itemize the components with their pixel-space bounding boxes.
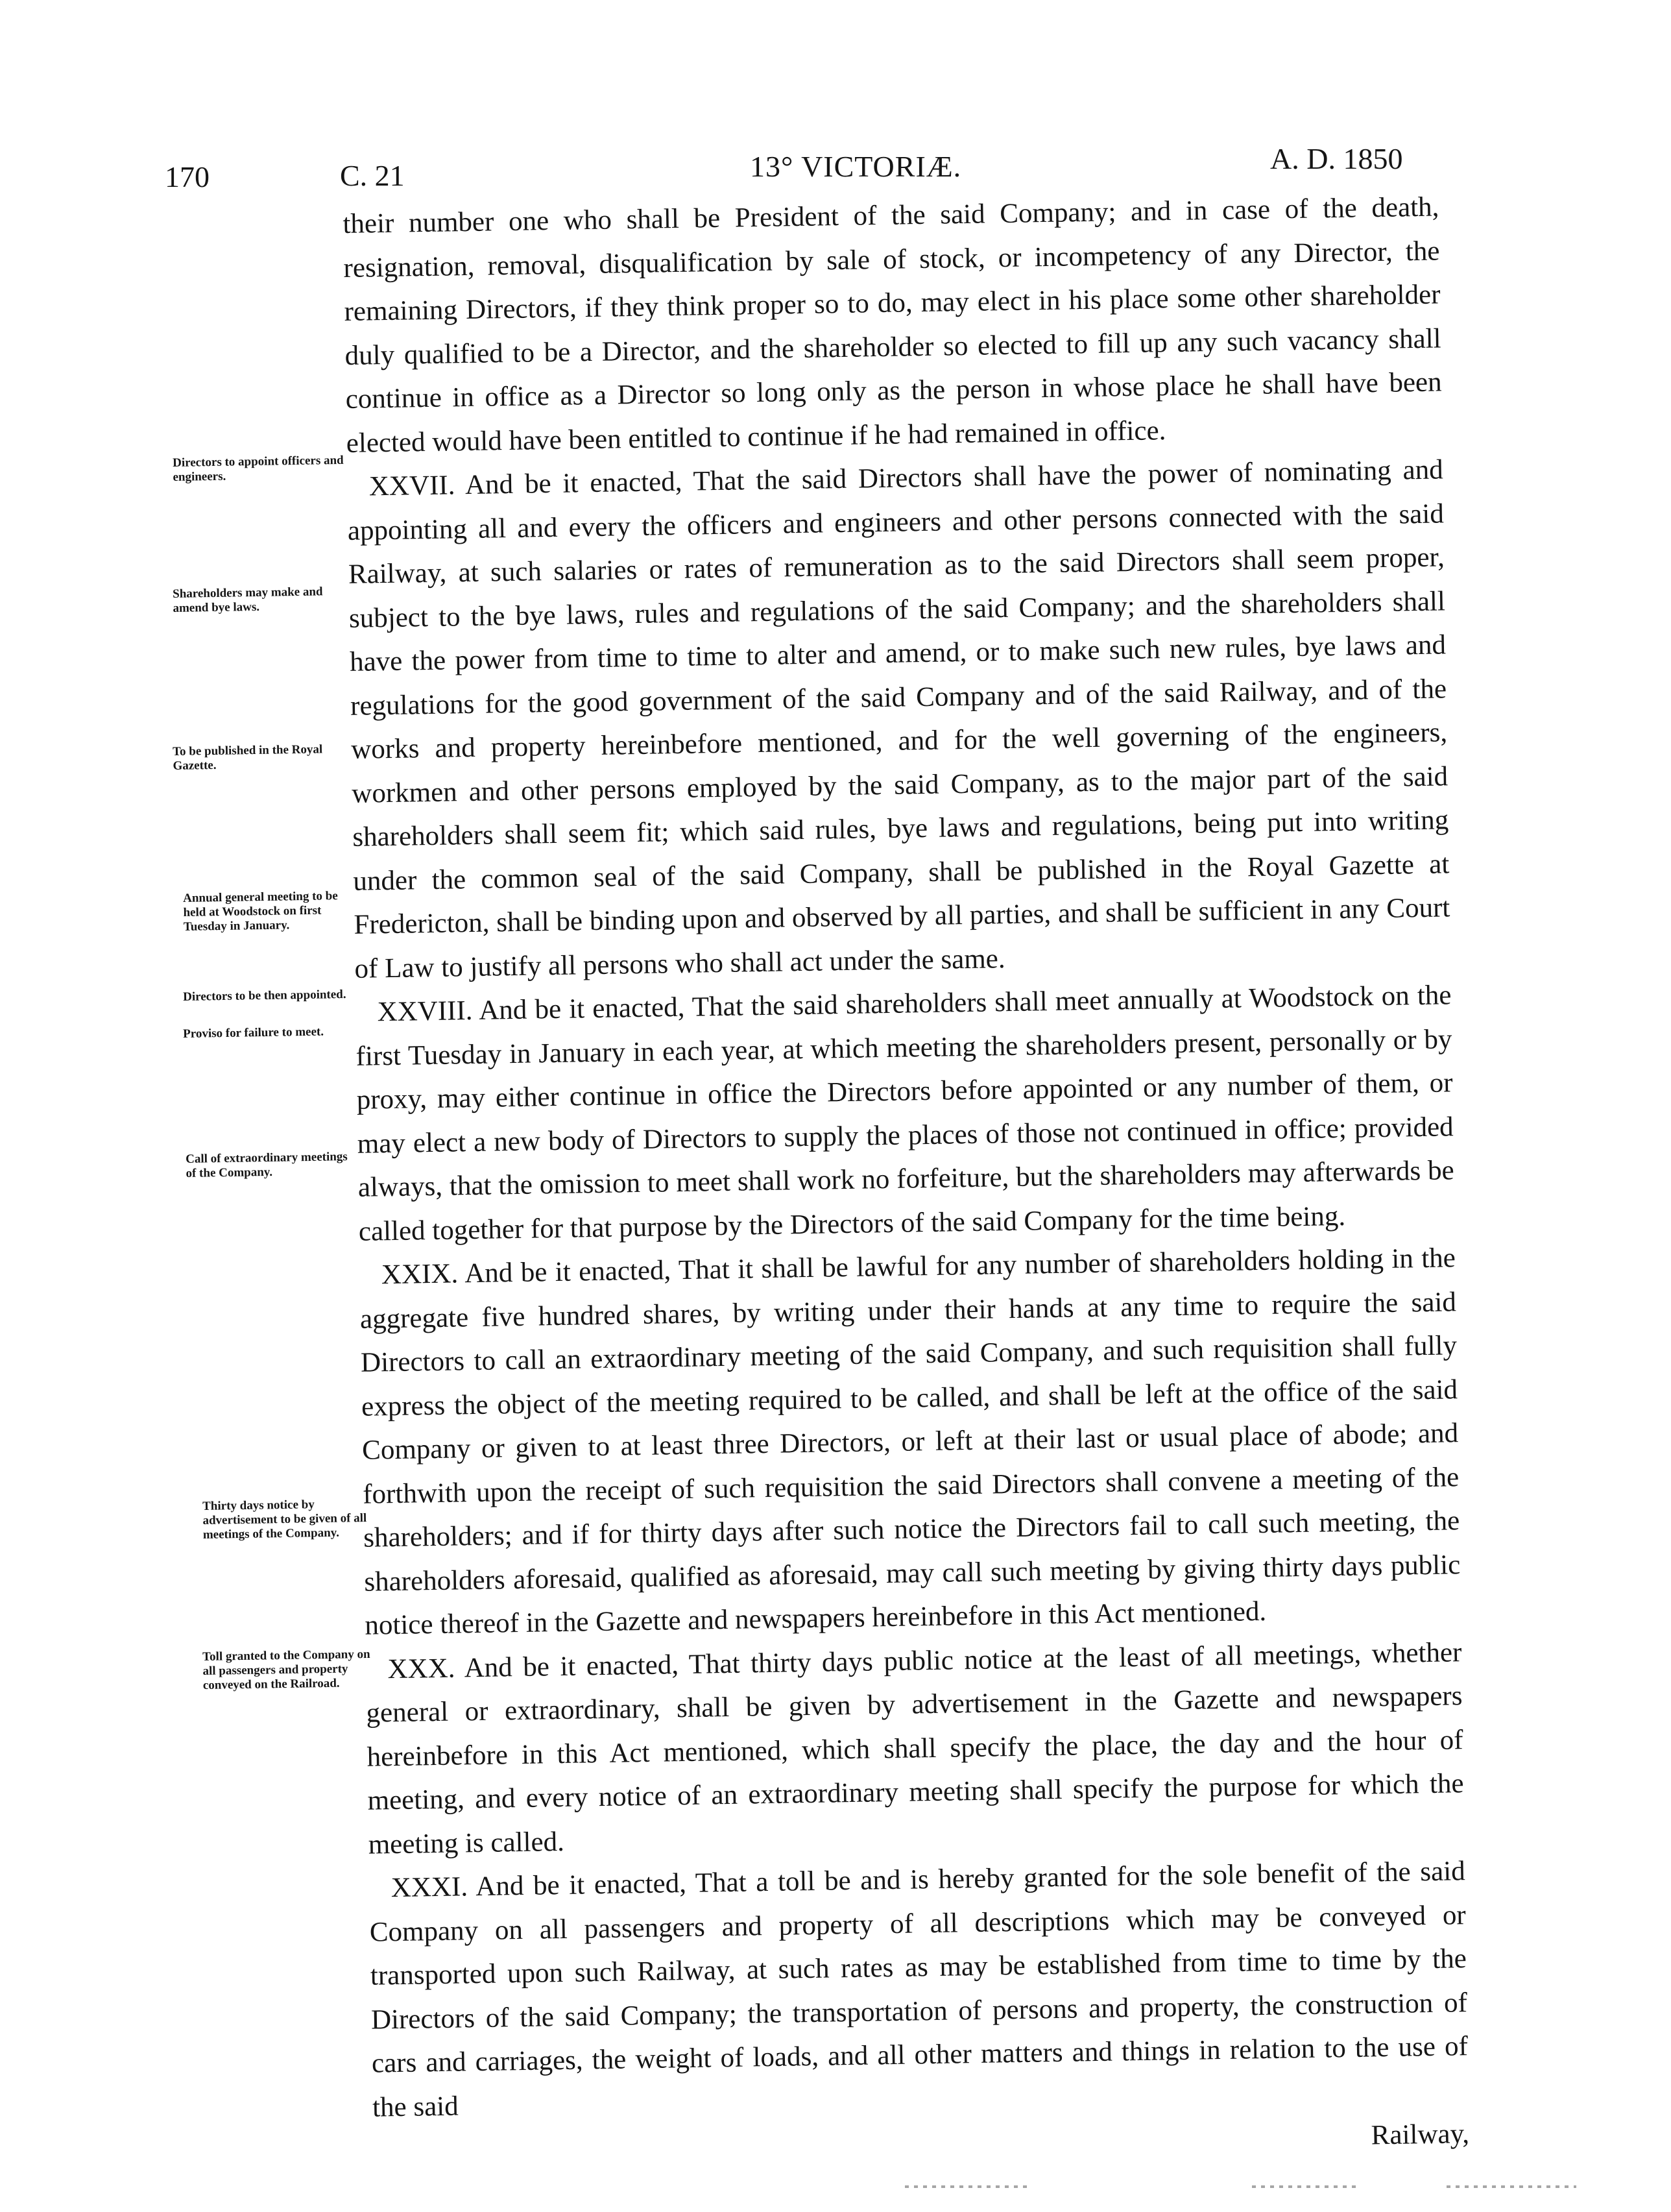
margin-note: Shareholders may make and amend bye laws. bbox=[173, 585, 323, 615]
page-number: 170 bbox=[165, 160, 210, 193]
margin-note: Call of extraordinary meetings of the Company. bbox=[186, 1150, 348, 1180]
margin-note: Directors to be then appointed. bbox=[183, 988, 346, 1004]
section-paragraph: XXX. And be it enacted, That thirty days public notice at the least of all meetings, whether general or extraordinary, shall be given by advertisement in the Gazette and newspapers hereinbefore in this Act mentioned, which shall specify the place, the day and the hour of meeting, and every notice of an extraordinary meeting shall specify the purpose for which the meeting is called. bbox=[366, 1636, 1464, 1860]
scan-artifact bbox=[905, 2185, 1028, 2188]
margin-notes bbox=[162, 0, 370, 2212]
section-paragraph: XXVII. And be it enacted, That the said Directors shall have the power of nominating and appointing all and every the officers and engineers and other persons connected with the said Railway, at such salaries or rates of remuneration as to the said Directors shall seem proper, subject to the bye laws, rules and regulations of the said Company; and the shareholders shall have the power from time to time to alter and amend, or to make such new rules, bye laws and regulations for the good government of the said Company and of the said Railway, and of the works and property hereinbefore mentioned, and for the well governing of the engineers, workmen and other persons employed by the said Company, as to the major part of the said shareholders shall seem fit; which said rules, bye laws and regulations, being put into writing under the common seal of the said Company, shall be published in the Royal Gazette at Fredericton, shall be binding upon and observed by all parties, and shall be sufficient in any Court of Law to justify all persons who shall act under the same. bbox=[347, 454, 1450, 984]
chapter-number: C. 21 bbox=[340, 159, 405, 192]
section-paragraph: XXIX. And be it enacted, That it shall be lawful for any number of shareholders holding in the aggregate five hundred shares, by writing under their hands at any time to require the said Directors to call an extraordinary meeting of the said Company, and such requisition shall fully express the object of the meeting required to be called, and shall be left at the office of the said Company or given to at least three Directors, or left at their last or usual place of abode; and forthwith upon the receipt of such requisition the said Directors shall convene a meeting of the shareholders; and if for thirty days after such notice the Directors fail to call such meeting, the shareholders aforesaid, qualified as aforesaid, may call such meeting by giving thirty days public notice thereof in the Gazette and newspapers hereinbefore in this Act mentioned. bbox=[359, 1243, 1461, 1641]
margin-note: Toll granted to the Company on all passengers and property conveyed on the Railroad. bbox=[202, 1647, 370, 1692]
year-label: A. D. 1850 bbox=[1270, 142, 1403, 175]
catchword: Railway, bbox=[1371, 2119, 1470, 2151]
margin-note: Annual general meeting to be held at Woodstock on first Tuesday in January. bbox=[183, 889, 338, 934]
section-paragraph: XXXI. And be it enacted, That a toll be and is hereby granted for the sole benefit of the said Company on all passengers and property of all descriptions which may be conveyed or transported upon such Railway, at such rates as may be established from time to time by the Directors of the said Company; the transportation of persons and property, the construction of cars and carriages, the weight of loads, and all other matters and things in relation to the use of the said bbox=[369, 1856, 1469, 2123]
margin-note: To be published in the Royal Gazette. bbox=[173, 742, 323, 773]
margin-note: Thirty days notice by advertisement to be given of all meetings of the Company. bbox=[202, 1498, 367, 1542]
running-title: 13° VICTORIÆ. bbox=[750, 150, 962, 183]
margin-note: Directors to appoint officers and engineers. bbox=[173, 453, 344, 484]
paragraph: their number one who shall be President of the said Company; and in case of the death, resignation, removal, disqualification by sale of stock, or incompetency of any Director, the remaining Directors, if they think proper so to do, may elect in his place some other shareholder duly qualified to be a Director, and the shareholder so elected to fill up any such vacancy shall continue in office as a Director so long only as the person in whose place he shall have been elected would have been entitled to continue if he had remained in office. bbox=[343, 191, 1442, 459]
scan-artifact bbox=[1252, 2185, 1356, 2188]
section-paragraph: XXVIII. And be it enacted, That the said shareholders shall meet annually at Woodstock on the first Tuesday in January in each year, at which meeting the shareholders present, personally or by proxy, may either continue in office the Directors before appointed or any number of them, or may elect a new body of Directors to supply the places of those not continued in office; provided always, that the omission to meet shall work no forfeiture, but the shareholders may afterwards be called together for that purpose by the Directors of the said Company for the time being. bbox=[355, 980, 1455, 1247]
scan-artifact bbox=[1447, 2185, 1576, 2188]
body-text bbox=[343, 185, 1470, 2173]
margin-note: Proviso for failure to meet. bbox=[183, 1025, 324, 1041]
